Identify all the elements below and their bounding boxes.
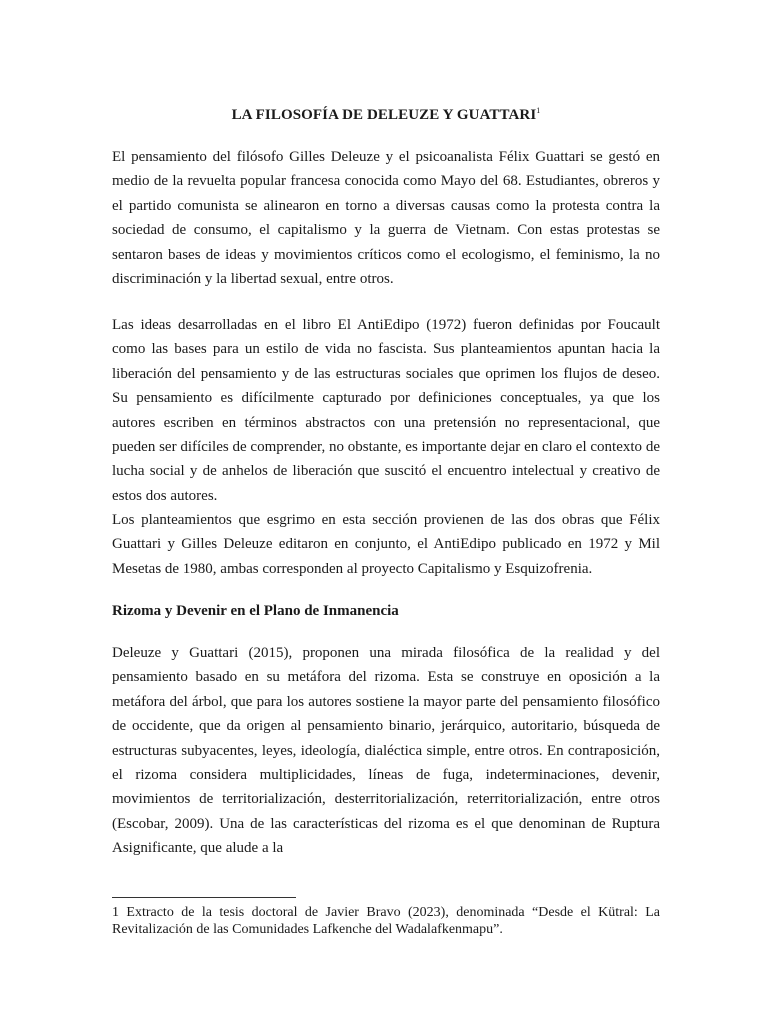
footnote: 1 Extracto de la tesis doctoral de Javier Bravo (2023), denominada “Desde el Kütral: La Revitalización de las Comunidades Lafkenche del Wadalafkenmapu”.	[112, 905, 660, 937]
title-text: LA FILOSOFÍA DE DELEUZE Y GUATTARI	[231, 107, 537, 123]
paragraph-mayo-68: El pensamiento del filósofo Gilles Deleuze y el psicoanalista Félix Guattari se gestó en medio de la revuelta popular francesa conocida como Mayo del 68. Estudiantes, obreros y el partido comunista se alinearon en torno a diversas causas como la protesta contra la sociedad de consumo, el capitalismo y la guerra de Vietnam. Con estas protestas se sentaron bases de ideas y movimientos críticos como el ecologismo, el feminismo, la no discriminación y la libertad sexual, entre otros.	[112, 149, 660, 288]
document-title	[112, 106, 660, 124]
paragraph-rizoma: Deleuze y Guattari (2015), proponen una mirada filosófica de la realidad y del pensamiento basado en su metáfora del rizoma. Esta se construye en oposición a la metáfora del árbol, que para los autores sostiene la mayor parte del pensamiento filosófico de occidente, que da origen al pensamiento binario, jerárquico, autoritario, búsqueda de estructuras subyacentes, leyes, ideología, dialéctica simple, entre otros. En contraposición, el rizoma considera multiplicidades, líneas de fuga, indeterminaciones, devenir, movimientos de territorialización, desterritorialización, reterritorialización, entre otros (Escobar, 2009). Una de las características del rizoma es el que denominan de Ruptura Asignificante, que alude a la	[112, 645, 660, 857]
paragraph-obras: Los planteamientos que esgrimo en esta sección provienen de las dos obras que Félix Guattari y Gilles Deleuze editaron en conjunto, el AntiEdipo publicado en 1972 y Mil Mesetas de 1980, ambas corresponden al proyecto Capitalismo y Esquizofrenia.	[112, 512, 660, 577]
footnote-divider	[112, 897, 296, 898]
title-footnote-marker: 1	[536, 106, 541, 115]
paragraph-antiedipo: Las ideas desarrolladas en el libro El AntiEdipo (1972) fueron definidas por Foucault como las bases para un estilo de vida no fascista. Sus planteamientos apuntan hacia la liberación del pensamiento y de las estructuras sociales que oprimen los flujos de deseo. Su pensamiento es difícilmente capturado por definiciones conceptuales, ya que los autores escriben en términos abstractos con una pretensión no representacional, que pueden ser difíciles de comprender, no obstante, es importante dejar en claro el contexto de lucha social y de anhelos de liberación que suscitó el encuentro intelectual y creativo de estos dos autores.	[112, 317, 660, 504]
section-heading: Rizoma y Devenir en el Plano de Inmanencia	[112, 603, 399, 619]
